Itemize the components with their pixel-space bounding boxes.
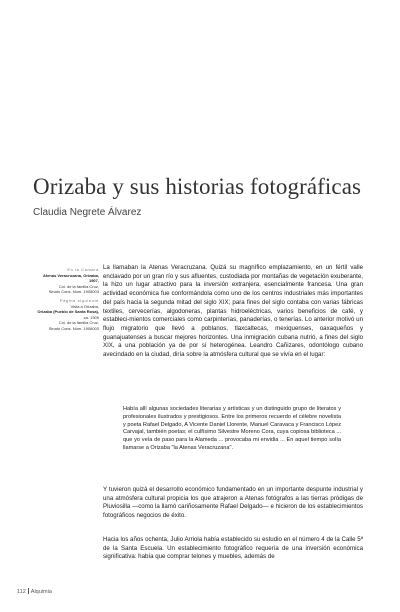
sidebar-caption-2: [37, 298, 99, 332]
sidebar-caption-1: [37, 267, 99, 295]
caption-line: Sinafo Cons. Núm. 1908003: [48, 325, 99, 331]
page-number: 112: [17, 589, 26, 595]
body-paragraph-1: [103, 264, 363, 360]
caption-line: Sinafo Cons. Núm. 1908003: [48, 289, 99, 295]
caption-line: Atenas Veracruzana, Orizaba, 1907,: [42, 272, 99, 284]
article-title: Orizaba y sus historias fotográficas: [33, 174, 362, 199]
body-paragraph-2: [103, 486, 363, 521]
caption-label: Página siguiente: [59, 298, 99, 303]
article-author: Claudia Negrete Álvarez: [33, 207, 142, 218]
caption-line: Col. de la familia Cruz,: [58, 320, 99, 326]
paragraph-text: La llamaban la Atenas Veracruzana. Quizá su magnífico emplazamiento, en un fértil valle enclavado por un gran río y sus afluentes, custodiada por montañas de vegetación exuberante, la hizo un lugar atractivo para la inversión extranjera, esencialmente francesa. Una gran actividad económica fue conformándola como uno de los centros industriales más importantes del país hacia la segunda mitad del siglo XIX; para fines del siglo contaba con varias fábricas textiles, cervecerías, algodoneras, plantas hidroeléctricas, varios beneficios de café, y estableci-mientos comerciales como carpinterías, panaderías, o tenerías. Lo anterior motivó un flujo migratorio que llevó a poblanos, tlaxcaltecas, mexiquenses, oaxaqueños y guanajuatenses a buscar mejores horizontes. Una inmigración cubana nutrió, a fines del siglo XIX, a una población ya de por sí heterogénea. Leandro Cañizares, odontólogo cubano avecindado en la ciudad, diría sobre la atmósfera cultural que se vivía en el lugar:: [103, 264, 363, 359]
caption-label: En la Cámara: [67, 267, 99, 272]
paragraph-text: Y tuvieron quizá el desarrollo económico fundamentado en un importante despunte industrial y una atmósfera cultural propicia los que atrajeron a Atenas fotógrafos a las tierras pródigas de Pluviosilla —como la llamó cariñosamente Rafael Delgado— e hicieron de los establecimientos fotográficos negocios de éxito.: [103, 486, 363, 520]
body-paragraph-3: [103, 536, 363, 562]
caption-line: Vista a Orizaba,: [70, 303, 99, 309]
magazine-name: Alquimia: [30, 589, 52, 595]
quote-text: Había allí algunas sociedades literarias y artísticas y un distinguido grupo de literatos y profesionales ilustrados y prestigiosos. Entre los primeros recuerdo el célebre novelista y poeta Rafael Delgado, A Vicente Daniel Llorente, Manuel Caravaca y Francisco López Carvajal, también poetas; el culfísimo Silvestre Moreno Cora, cuya copiosa biblioteca ... que yo veía de paso para la Alameda ... provocaba mi envidia ... En aquel tiempo solía llamarse a Orizaba "la Atenas Veracruzana".: [123, 406, 341, 451]
block-quote: [123, 406, 341, 453]
page-footer: [17, 588, 52, 595]
caption-line: ca. 1909: [83, 314, 99, 320]
footer-separator: [28, 588, 29, 594]
caption-line: Orizaba (Pueblo de Santa Rosa),: [37, 309, 99, 315]
caption-line: Col. de la familia Cruz,: [58, 283, 99, 289]
paragraph-text: Hacia los años ochenta, Julio Arriola había establecido su estudio en el número 4 de la Calle 5ª de la Santa Escuela. Un establecimiento fotográfico requería de una inversión económica significativa: había que comprar telones y muebles, además de: [103, 536, 363, 561]
